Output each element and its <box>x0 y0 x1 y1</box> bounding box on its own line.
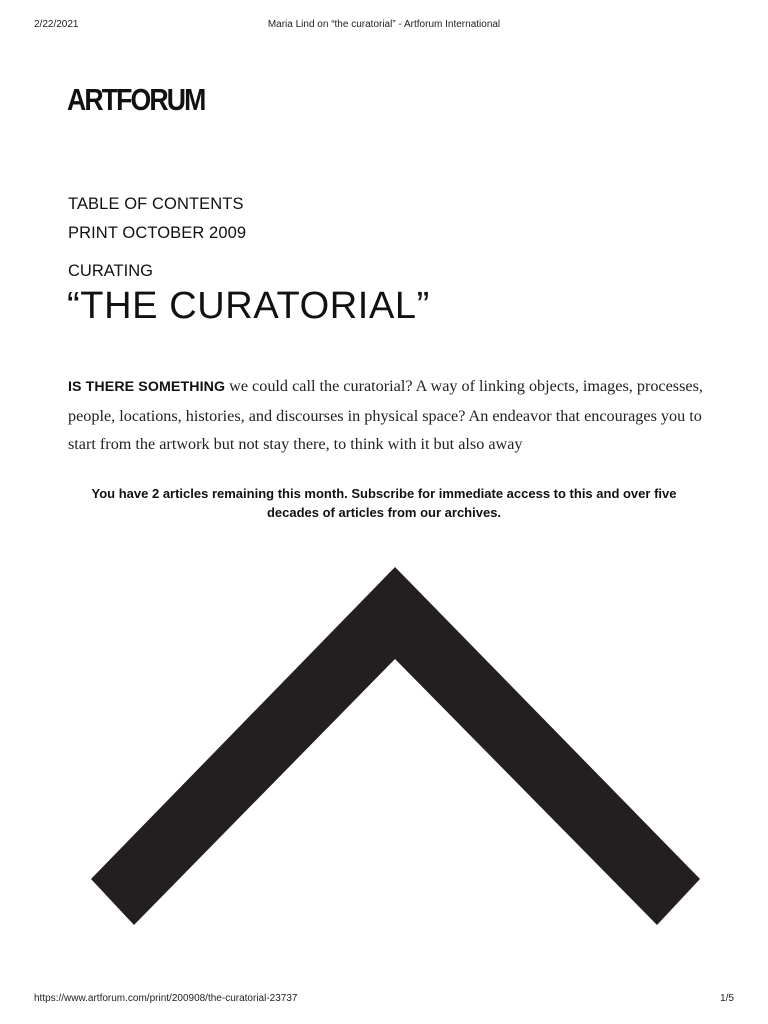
print-url: https://www.artforum.com/print/200908/the-curatorial-23737 <box>34 993 298 1004</box>
chevron-up-icon[interactable] <box>60 540 720 940</box>
print-page-title: Maria Lind on “the curatorial” - Artforum International <box>267 19 501 30</box>
print-date: 2/22/2021 <box>34 19 79 30</box>
artforum-logo[interactable]: ARTFORUM <box>67 82 205 117</box>
chevron-up-shape <box>91 567 700 925</box>
section-label[interactable]: CURATING <box>68 262 153 280</box>
paywall-message: You have 2 articles remaining this month. Subscribe for immediate access to this and over five decades of articles from our archives. <box>91 486 677 520</box>
issue-link[interactable]: PRINT OCTOBER 2009 <box>68 224 247 242</box>
table-of-contents-nav <box>68 190 246 248</box>
print-page-number: 1/5 <box>720 993 734 1004</box>
article-lead-in: IS THERE SOMETHING <box>68 379 226 395</box>
article-body-text: we could call the curatorial? A way of linking objects, images, processes, people, locations, histories, and discourses in physical space? An endeavor that encourages you to start from the artwork but not stay there, to think with it but also away <box>68 377 703 453</box>
print-header <box>34 18 734 32</box>
table-of-contents-link[interactable]: TABLE OF CONTENTS <box>68 195 244 213</box>
print-footer <box>34 992 734 1006</box>
article-body <box>68 372 708 459</box>
article-title: “THE CURATORIAL” <box>67 285 430 327</box>
